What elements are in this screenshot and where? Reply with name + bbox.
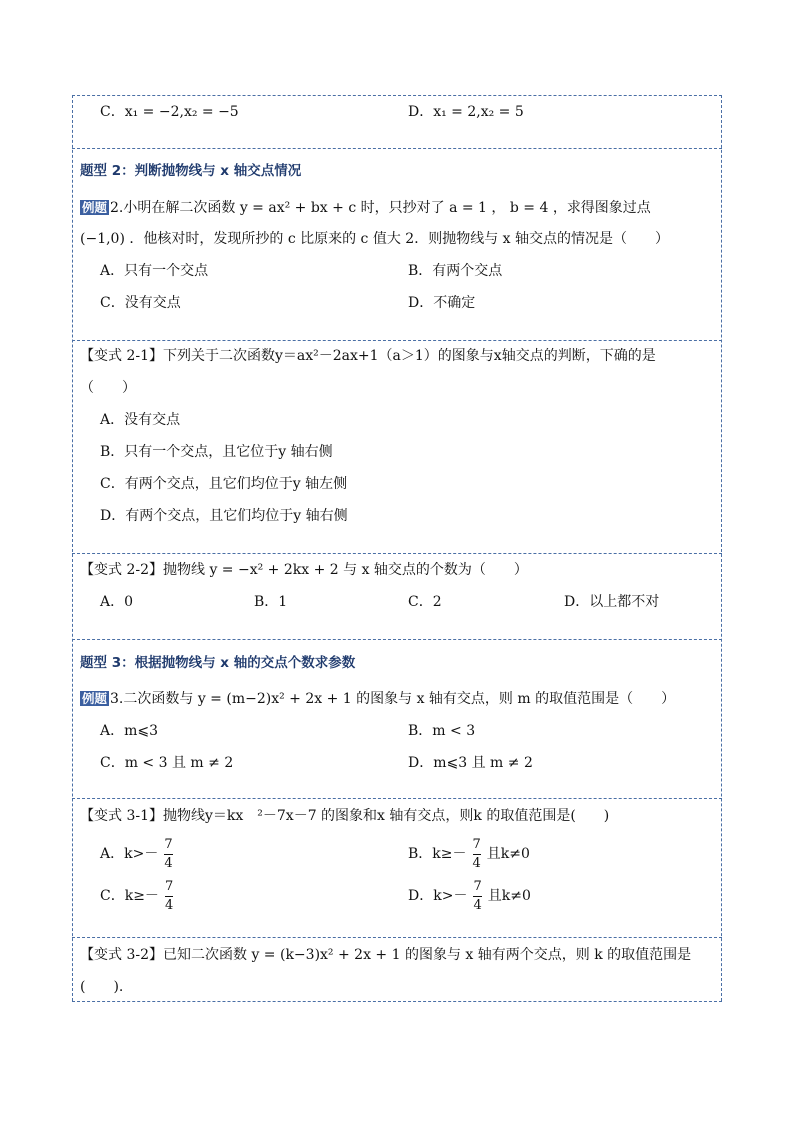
divider [72, 148, 722, 149]
numerator: 7 [164, 836, 173, 852]
option-a: A．0 [100, 594, 134, 610]
option-d [408, 878, 531, 914]
option-d: D．不确定 [408, 295, 476, 311]
option-c: C．2 [408, 594, 442, 610]
option-b: B．m < 3 [408, 723, 476, 739]
option-a: A．只有一个交点 [100, 263, 209, 279]
divider [72, 340, 722, 341]
option-label: A．k>－ [100, 846, 159, 862]
variant-question: 【变式 3-2】已知二次函数 y = (k−3)x² + 2x + 1 的图象与 x 轴有两个交点，则 k 的取值范围是 [80, 947, 692, 963]
option-c: C．没有交点 [100, 295, 181, 311]
question-text: 3.二次函数与 y = (m−2)x² + 2x + 1 的图象与 x 轴有交点，则 m 的取值范围是（ ） [110, 691, 676, 707]
option-a: A．没有交点 [100, 412, 181, 428]
option-c: C．x₁ = −2,x₂ = −5 [100, 104, 239, 120]
numerator: 7 [473, 878, 482, 894]
question-text: （ ） [80, 380, 136, 396]
question-text: ( ). [80, 979, 124, 995]
option-c: C．有两个交点，且它们均位于y 轴左侧 [100, 476, 348, 492]
option-c [100, 878, 179, 914]
numerator: 7 [472, 836, 481, 852]
example-question [80, 198, 651, 218]
option-label: C．k≥－ [100, 888, 159, 904]
divider [72, 937, 722, 938]
option-a: A．m⩽3 [100, 723, 159, 739]
variant-question: 【变式 2-1】下列关于二次函数y＝ax²－2ax+1（a＞1）的图象与x轴交点的判断，下确的是 [80, 348, 656, 364]
example-tag: 例题 [82, 691, 108, 706]
section-title: 题型 2：判断抛物线与 x 轴交点情况 [80, 163, 302, 179]
denominator: 4 [164, 897, 174, 913]
section-title: 题型 3：根据抛物线与 x 轴的交点个数求参数 [80, 655, 356, 671]
example-question [80, 689, 675, 709]
divider [72, 798, 722, 799]
option-d: D．有两个交点，且它们均位于y 轴右侧 [100, 508, 348, 524]
denominator: 4 [472, 855, 481, 871]
variant-question: 【变式 2-2】抛物线 y = −x² + 2kx + 2 与 x 轴交点的个数为（ ） [80, 562, 528, 578]
divider [72, 553, 722, 554]
option-b: B．1 [254, 594, 288, 610]
option-a [100, 836, 179, 872]
option-label: B．k≥－ [408, 846, 467, 862]
question-text: (−1,0) ．他核对时，发现所抄的 c 比原来的 c 值大 2．则抛物线与 x 轴交点的情况是（ ） [80, 231, 670, 247]
fraction [473, 837, 481, 872]
fraction [473, 879, 481, 914]
option-label: D．k>－ [408, 888, 468, 904]
variant-question: 【变式 3-1】抛物线y＝kx ²－7x－7 的图象和x 轴有交点，则k 的取值范围是( ) [80, 808, 610, 824]
option-b: B．有两个交点 [408, 263, 503, 279]
option-c: C．m < 3 且 m ≠ 2 [100, 755, 234, 771]
question-text: 2.小明在解二次函数 y = ax² + bx + c 时，只抄对了 a = 1 ， b = 4 ，求得图象过点 [110, 200, 651, 216]
option-d: D．m⩽3 且 m ≠ 2 [408, 755, 533, 771]
option-d: D．以上都不对 [564, 594, 660, 610]
denominator: 4 [473, 897, 482, 913]
option-suffix: 且k≠0 [486, 846, 530, 862]
denominator: 4 [164, 855, 173, 871]
numerator: 7 [164, 878, 174, 894]
divider [72, 639, 722, 640]
example-tag: 例题 [82, 200, 108, 215]
fraction [164, 837, 172, 872]
fraction [165, 879, 173, 914]
option-b: B．只有一个交点，且它位于y 轴右侧 [100, 444, 333, 460]
option-d: D．x₁ = 2,x₂ = 5 [408, 104, 524, 120]
divider [72, 95, 722, 96]
option-b [408, 836, 530, 872]
option-suffix: 且k≠0 [487, 888, 531, 904]
divider [72, 1001, 722, 1002]
